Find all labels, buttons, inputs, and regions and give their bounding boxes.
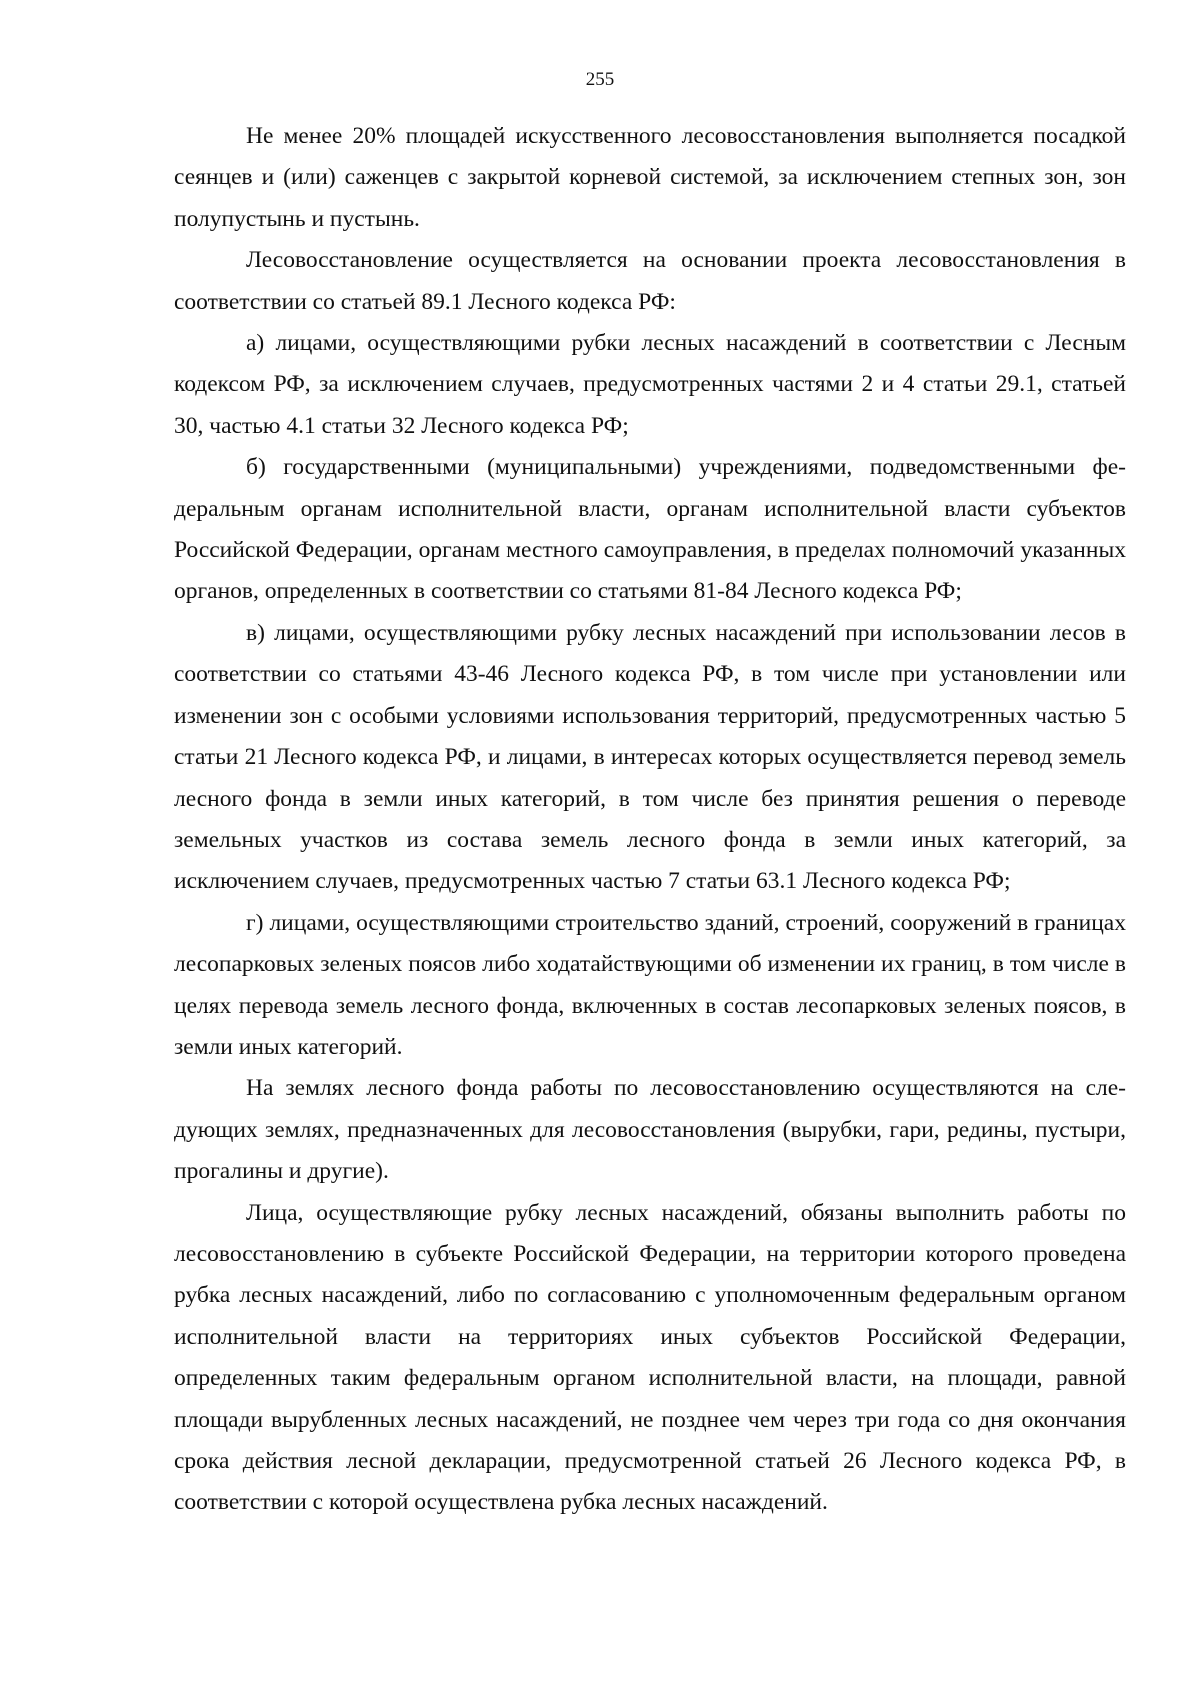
paragraph-reforestation-basis: Лесовосстановление осуществляется на основании проекта лесовосстановления в соответствии со статьей 89.1 Лесного кодекса РФ: [174, 247, 1126, 315]
paragraph-forest-fund-lands: На землях лесного фонда работы по лесовосстановлению осуществляются на следующих землях, предназначенных для лесовосстановления (вырубки, гари, редины, пустыри, прогалины и другие). [174, 1075, 1126, 1185]
page-number: 255 [585, 69, 615, 90]
list-item-b: б) государственными (муниципальными) учреждениями, подведомственными федеральным органам исполнительной власти, органам исполнительной власти субъектов Российской Федерации, органам местного самоуправления, в пределах полномочий указанных органов, определенных в соответствии со статьями 81-84 Лесного кодекса РФ; [174, 454, 1126, 605]
list-item-v: в) лицами, осуществляющими рубку лесных насаждений при использовании лесов в соответствии со статьями 43-46 Лесного кодекса РФ, в том числе при установлении или изменении зон с особыми условиями использования территорий, предусмотренных частью 5 статьи 21 Лесного кодекса РФ, и лицами, в интересах которых осуществляется перевод земель лесного фонда в земли иных категорий, в том числе без принятия решения о переводе земельных участков из состава земель лесного фонда в земли иных категорий, за исключением случаев, предусмотренных частью 7 статьи 63.1 Лесного кодекса РФ; [174, 619, 1126, 895]
list-item-a: а) лицами, осуществляющими рубки лесных насаждений в соответствии с Лесным кодексом РФ, за исключением случаев, предусмотренных частями 2 и 4 статьи 29.1, статьей 30, частью 4.1 статьи 32 Лесного кодекса РФ; [174, 330, 1126, 439]
paragraph-reforestation-share: Не менее 20% площадей искусственного лесовосстановления выполняется посадкой сеянцев и (или) саженцев с закрытой корневой системой, за исключением степных зон, зон полупустынь и пустынь. [174, 123, 1126, 232]
document-body [174, 116, 1126, 1524]
paragraph-obligations: Лица, осуществляющие рубку лесных насаждений, обязаны выполнить работы по лесовосстановлению в субъекте Российской Федерации, на территории которого проведена рубка лесных насаждений, либо по согласованию с уполномоченным федеральным органом исполнительной власти на территориях иных субъектов Российской Федерации, определенных таким федеральным органом исполнительной власти, на площади, равной площади вырубленных лесных насаждений, не позднее чем через три года со дня окончания срока действия лесной декларации, предусмотренной статьей 26 Лесного кодекса РФ, в соответствии с которой осуществлена рубка лесных насаждений. [174, 1199, 1126, 1516]
list-item-g: г) лицами, осуществляющими строительство зданий, строений, сооружений в границах лесопарковых зеленых поясов либо ходатайствующими об изменении их границ, в том числе в целях перевода земель лесного фонда, включенных в состав лесопарковых зеленых поясов, в земли иных категорий. [174, 909, 1126, 1060]
